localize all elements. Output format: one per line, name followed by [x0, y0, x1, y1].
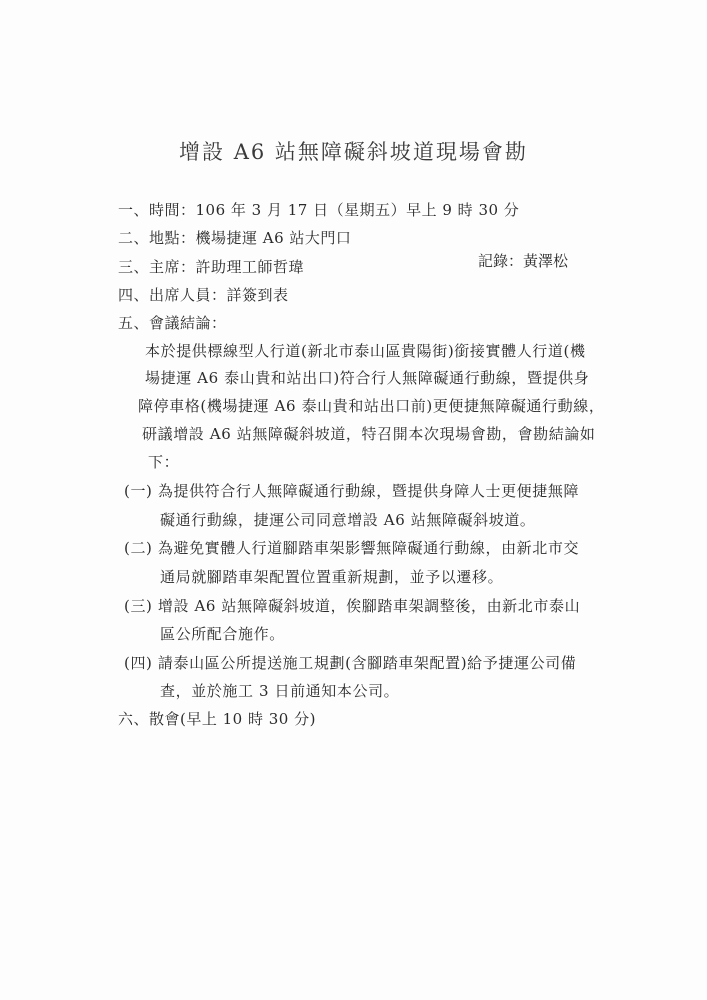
conclusion-item-3-line2: 區公所配合施作。: [160, 625, 285, 643]
intro-line: 障停車格(機場捷運 A6 泰山貴和站出口前)更便捷無障礙通行動線，: [138, 397, 605, 415]
intro-line: 下：: [148, 453, 180, 471]
document-title: 增設 A6 站無障礙斜坡道現場會勘: [179, 140, 528, 164]
item-recorder: 記錄：黃澤松: [478, 252, 569, 270]
conclusion-item-2-line2: 通局就腳踏車架配置位置重新規劃，並予以遷移。: [160, 568, 504, 586]
item-attendees: 四、出席人員：詳簽到表: [118, 286, 289, 304]
item-conclusion-heading: 五、會議結論：: [118, 314, 227, 332]
intro-line: 場捷運 A6 泰山貴和站出口)符合行人無障礙通行動線，暨提供身: [145, 369, 590, 387]
intro-line: 本於提供標線型人行道(新北市泰山區貴陽街)銜接實體人行道(機: [145, 342, 586, 360]
conclusion-item-1-line2: 礙通行動線，捷運公司同意增設 A6 站無障礙斜坡道。: [160, 511, 536, 529]
conclusion-item-2-line1: (二) 為避免實體人行道腳踏車架影響無障礙通行動線，由新北市交: [124, 539, 580, 557]
conclusion-item-4-line2: 查，並於施工 3 日前通知本公司。: [160, 682, 400, 700]
item-time: 一、時間：106 年 3 月 17 日（星期五）早上 9 時 30 分: [118, 201, 520, 219]
conclusion-item-4-line1: (四) 請泰山區公所提送施工規劃(含腳踏車架配置)給予捷運公司備: [124, 654, 577, 672]
item-chair: 三、主席：許助理工師哲瑋: [118, 258, 305, 276]
item-adjourn: 六、散會(早上 10 時 30 分): [118, 710, 316, 728]
intro-line: 研議增設 A6 站無障礙斜坡道，特召開本次現場會勘，會勘結論如: [142, 425, 596, 443]
conclusion-item-3-line1: (三) 增設 A6 站無障礙斜坡道，俟腳踏車架調整後，由新北市泰山: [124, 597, 581, 615]
conclusion-item-1-line1: (一) 為提供符合行人無障礙通行動線，暨提供身障人士更便捷無障: [124, 482, 580, 500]
item-place: 二、地點：機場捷運 A6 站大門口: [118, 229, 352, 247]
